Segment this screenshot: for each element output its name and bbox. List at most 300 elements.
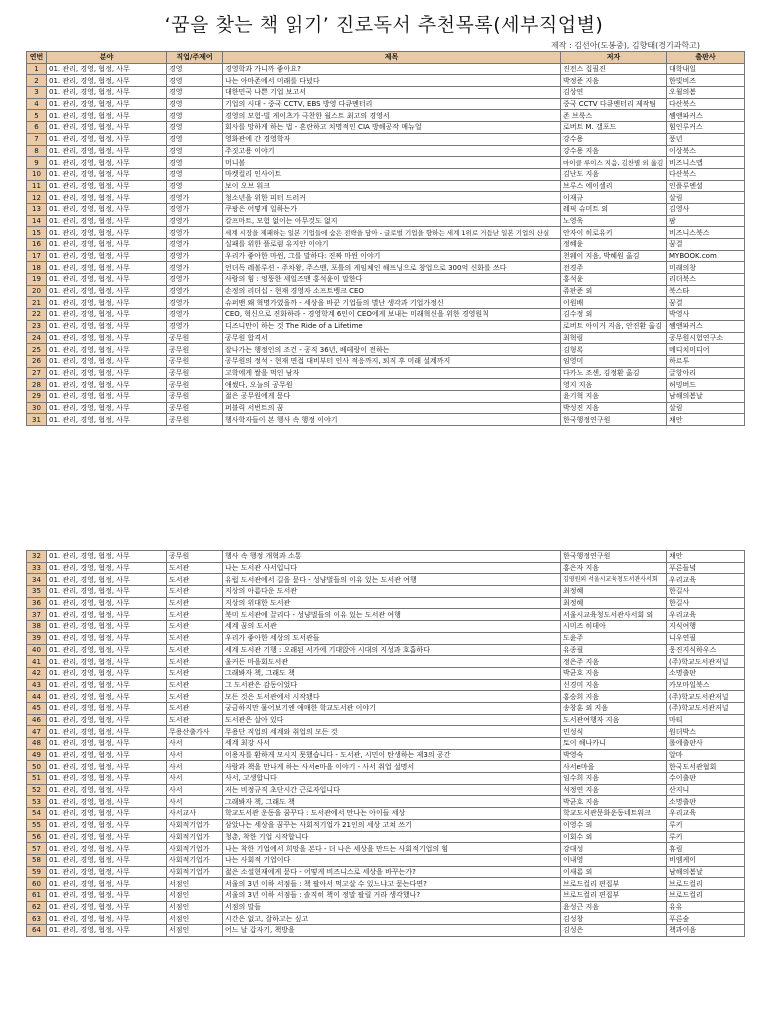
cell-field: 01. 관리, 경영, 협정, 사무	[47, 309, 167, 321]
cell-field: 01. 관리, 경영, 협정, 사무	[47, 367, 167, 379]
cell-job: 도서관	[167, 586, 223, 598]
table-row	[27, 192, 745, 204]
cell-author: 한국행정연구원	[561, 551, 667, 563]
cell-job: 사서	[167, 796, 223, 808]
cell-author: 윤성근 지음	[561, 901, 667, 913]
cell-field: 01. 관리, 경영, 협정, 사무	[47, 761, 167, 773]
table-row	[27, 586, 745, 598]
cell-field: 01. 관리, 경영, 협정, 사무	[47, 192, 167, 204]
cell-job: 도서관	[167, 714, 223, 726]
cell-job: 경영	[167, 133, 223, 145]
cell-publisher: 브로드컬리	[667, 878, 745, 890]
cell-title: 사서, 고생합니다	[223, 773, 561, 785]
cell-job: 공무원	[167, 344, 223, 356]
cell-no: 31	[27, 414, 47, 426]
table-row	[27, 749, 745, 761]
cell-field: 01. 관리, 경영, 협정, 사무	[47, 854, 167, 866]
cell-no: 27	[27, 367, 47, 379]
cell-job: 사서교사	[167, 808, 223, 820]
cell-publisher: 롤에출판사	[667, 738, 745, 750]
cell-author: 김성은	[561, 925, 667, 937]
cell-author: 다카노 조센, 김정환 옮김	[561, 367, 667, 379]
cell-job: 경영	[167, 63, 223, 75]
cell-publisher: 미래의창	[667, 262, 745, 274]
cell-author: 신경미 지음	[561, 679, 667, 691]
cell-field: 01. 관리, 경영, 협정, 사무	[47, 702, 167, 714]
cell-no: 52	[27, 784, 47, 796]
cell-job: 경영	[167, 168, 223, 180]
cell-no: 34	[27, 574, 47, 586]
table-row	[27, 819, 745, 831]
cell-author: 브루스 에이셀리	[561, 180, 667, 192]
cell-no: 45	[27, 702, 47, 714]
cell-title: 쿠팡은 어떻게 일하는가	[223, 203, 561, 215]
cell-author: 이회수 외	[561, 831, 667, 843]
cell-author: 윤기혁 지음	[561, 390, 667, 402]
cell-no: 11	[27, 180, 47, 192]
cell-author: 천웨이 지음, 박혜원 옮김	[561, 250, 667, 262]
cell-publisher: 한국도서관협회	[667, 761, 745, 773]
cell-job: 공무원	[167, 402, 223, 414]
cell-field: 01. 관리, 경영, 협정, 사무	[47, 773, 167, 785]
cell-author: 정은주 지음	[561, 656, 667, 668]
cell-author: 도서관여행자 지음	[561, 714, 667, 726]
cell-no: 18	[27, 262, 47, 274]
cell-job: 사회적기업가	[167, 819, 223, 831]
cell-publisher: 꿈결	[667, 239, 745, 251]
cell-no: 12	[27, 192, 47, 204]
cell-author: 이내영	[561, 854, 667, 866]
table-row	[27, 843, 745, 855]
cell-field: 01. 관리, 경영, 협정, 사무	[47, 414, 167, 426]
cell-job: 경영	[167, 180, 223, 192]
table-row	[27, 122, 745, 134]
table-row	[27, 274, 745, 286]
cell-title: 손정의 리더십 - 현재 경영자 소프트뱅크 CEO	[223, 285, 561, 297]
book-list-table-1	[26, 51, 745, 426]
cell-field: 01. 관리, 경영, 협정, 사무	[47, 621, 167, 633]
table-row	[27, 726, 745, 738]
table-row	[27, 796, 745, 808]
cell-field: 01. 관리, 경영, 협정, 사무	[47, 597, 167, 609]
cell-field: 01. 관리, 경영, 협정, 사무	[47, 274, 167, 286]
cell-field: 01. 관리, 경영, 협정, 사무	[47, 262, 167, 274]
cell-title: 기업의 시대 - 중국 CCTV, EBS 방영 다큐멘터리	[223, 98, 561, 110]
table-row	[27, 402, 745, 414]
table-row	[27, 761, 745, 773]
cell-author: 유종필	[561, 644, 667, 656]
cell-author: 박정준 지음	[561, 75, 667, 87]
cell-publisher: 푸른숲	[667, 913, 745, 925]
cell-field: 01. 관리, 경영, 협정, 사무	[47, 632, 167, 644]
cell-publisher: 휴림	[667, 843, 745, 855]
table-row	[27, 551, 745, 563]
table-row	[27, 679, 745, 691]
cell-author: 김성창	[561, 913, 667, 925]
cell-publisher: 힘인루커스	[667, 122, 745, 134]
cell-title: 나는 사회적 기업이다	[223, 854, 561, 866]
cell-no: 37	[27, 609, 47, 621]
table-row	[27, 889, 745, 901]
cell-title: 세계 시장을 제패하는 일본 기업들에 숨은 전략을 담아 - 글로벌 기업을 향하는 세계 1위로 거듭난 일본 기업의 산실	[223, 227, 561, 239]
cell-field: 01. 관리, 경영, 협정, 사무	[47, 925, 167, 937]
cell-title: 서울의 3년 이하 서점들 : 책 팔아서 먹고살 수 있느냐고 묻는다면?	[223, 878, 561, 890]
cell-publisher: 알마	[667, 749, 745, 761]
header-publisher: 출판사	[667, 52, 745, 64]
cell-author: 사서e마을	[561, 761, 667, 773]
cell-author: 최정혜	[561, 586, 667, 598]
cell-author: 영지 지음	[561, 379, 667, 391]
table-row	[27, 901, 745, 913]
cell-field: 01. 관리, 경영, 협정, 사무	[47, 808, 167, 820]
table-row	[27, 866, 745, 878]
cell-publisher: 한빛비즈	[667, 75, 745, 87]
cell-no: 26	[27, 355, 47, 367]
cell-field: 01. 관리, 경영, 협정, 사무	[47, 878, 167, 890]
cell-publisher: 살림	[667, 402, 745, 414]
cell-author: 노영욱	[561, 215, 667, 227]
table-row	[27, 878, 745, 890]
cell-field: 01. 관리, 경영, 협정, 사무	[47, 819, 167, 831]
cell-no: 55	[27, 819, 47, 831]
cell-publisher: 원더박스	[667, 726, 745, 738]
cell-no: 9	[27, 157, 47, 169]
cell-job: 경영가	[167, 239, 223, 251]
cell-publisher: 비즈니스북스	[667, 227, 745, 239]
cell-author: 민성식	[561, 726, 667, 738]
cell-job: 도서관	[167, 621, 223, 633]
cell-field: 01. 관리, 경영, 협정, 사무	[47, 913, 167, 925]
cell-author: 진전스 집필진	[561, 63, 667, 75]
cell-title: 머니볼	[223, 157, 561, 169]
cell-job: 경영가	[167, 285, 223, 297]
header-field: 분야	[47, 52, 167, 64]
cell-title: 실패를 위한 플로럼 유지안 이야기	[223, 239, 561, 251]
table-row	[27, 714, 745, 726]
cell-no: 6	[27, 122, 47, 134]
cell-field: 01. 관리, 경영, 협정, 사무	[47, 168, 167, 180]
cell-field: 01. 관리, 경영, 협정, 사무	[47, 344, 167, 356]
cell-author: 마이클 루이스 지음, 김찬별 외 옮김	[561, 157, 667, 169]
cell-title: 나는 도서관 사서입니다	[223, 562, 561, 574]
cell-title: 애썼다, 오늘의 공무원	[223, 379, 561, 391]
table-row	[27, 414, 745, 426]
table-row	[27, 145, 745, 157]
cell-publisher: 소명출판	[667, 796, 745, 808]
cell-job: 경영가	[167, 203, 223, 215]
cell-publisher: 풍년	[667, 133, 745, 145]
cell-publisher: 팜	[667, 215, 745, 227]
table-row	[27, 63, 745, 75]
cell-title: CEO, 혁신으로 진화하라 - 경영학계 6인이 CEO에게 보내는 미래혁신을 위한 경영원칙	[223, 309, 561, 321]
cell-field: 01. 관리, 경영, 협정, 사무	[47, 726, 167, 738]
cell-publisher: 공무원시험연구소	[667, 332, 745, 344]
cell-no: 16	[27, 239, 47, 251]
table-row	[27, 574, 745, 586]
table-row	[27, 215, 745, 227]
table-row	[27, 379, 745, 391]
cell-publisher: 리더북스	[667, 274, 745, 286]
cell-field: 01. 관리, 경영, 협정, 사무	[47, 75, 167, 87]
cell-field: 01. 관리, 경영, 협정, 사무	[47, 145, 167, 157]
cell-author: 최혁림	[561, 332, 667, 344]
cell-publisher: 다산북스	[667, 98, 745, 110]
cell-title: 언더독 레볼루션 - 주차왕, 주스맨, 포틀의 게임체인 해프닝으로 창업으로 300억 신화를 쓰다	[223, 262, 561, 274]
table-row	[27, 784, 745, 796]
cell-publisher: (주)학교도서관저널	[667, 691, 745, 703]
cell-job: 경영가	[167, 320, 223, 332]
cell-no: 2	[27, 75, 47, 87]
cell-author: 김수정 외	[561, 309, 667, 321]
cell-no: 29	[27, 390, 47, 402]
cell-title: 젊은 소셜현재에게 묻다 - 어떻게 비즈니스로 세상을 바꾸는가?	[223, 866, 561, 878]
cell-no: 32	[27, 551, 47, 563]
cell-publisher: 오월의봄	[667, 87, 745, 99]
cell-field: 01. 관리, 경영, 협정, 사무	[47, 644, 167, 656]
cell-field: 01. 관리, 경영, 협정, 사무	[47, 609, 167, 621]
cell-job: 사서	[167, 773, 223, 785]
cell-author: 강수용	[561, 133, 667, 145]
cell-no: 21	[27, 297, 47, 309]
table-row	[27, 831, 745, 843]
cell-job: 서점인	[167, 889, 223, 901]
cell-no: 53	[27, 796, 47, 808]
cell-job: 경영가	[167, 297, 223, 309]
cell-no: 56	[27, 831, 47, 843]
cell-title: 사람과 책을 만나게 하는 사서e마을 이야기 - 사서 취업 설명서	[223, 761, 561, 773]
cell-author: 박균호 지음	[561, 796, 667, 808]
cell-no: 14	[27, 215, 47, 227]
table-row	[27, 632, 745, 644]
cell-publisher: 책과이음	[667, 925, 745, 937]
cell-publisher: 쌤앤파커스	[667, 320, 745, 332]
cell-job: 사서	[167, 738, 223, 750]
cell-field: 01. 관리, 경영, 협정, 사무	[47, 87, 167, 99]
cell-title: 북미 도서관에 끌리다 - 성냥벌들의 이유 있는 도서관 여행	[223, 609, 561, 621]
cell-job: 공무원	[167, 414, 223, 426]
cell-job: 서점인	[167, 913, 223, 925]
book-list-table-2	[26, 550, 745, 937]
cell-field: 01. 관리, 경영, 협정, 사무	[47, 297, 167, 309]
cell-publisher: 푸른들녘	[667, 562, 745, 574]
cell-job: 경영가	[167, 262, 223, 274]
cell-field: 01. 관리, 경영, 협정, 사무	[47, 98, 167, 110]
cell-no: 24	[27, 332, 47, 344]
cell-no: 60	[27, 878, 47, 890]
table-row	[27, 562, 745, 574]
cell-publisher: 꿈결	[667, 297, 745, 309]
cell-job: 공무원	[167, 390, 223, 402]
cell-author: 한국행정연구원	[561, 414, 667, 426]
cell-publisher: 이상북스	[667, 145, 745, 157]
table-row	[27, 702, 745, 714]
cell-job: 공무원	[167, 332, 223, 344]
cell-no: 44	[27, 691, 47, 703]
cell-job: 경영가	[167, 192, 223, 204]
cell-job: 도서관	[167, 702, 223, 714]
cell-job: 무용산출가사	[167, 726, 223, 738]
cell-field: 01. 관리, 경영, 협정, 사무	[47, 738, 167, 750]
cell-field: 01. 관리, 경영, 협정, 사무	[47, 355, 167, 367]
cell-author: 김영원외 서울시교육청도서관사서회	[561, 574, 667, 586]
table-row	[27, 262, 745, 274]
cell-field: 01. 관리, 경영, 협정, 사무	[47, 239, 167, 251]
cell-publisher: 한길사	[667, 597, 745, 609]
cell-publisher: 웅진지식하우스	[667, 644, 745, 656]
cell-title: 디즈니만이 하는 것 The Ride of a Lifetime	[223, 320, 561, 332]
cell-publisher: 쌤앤파커스	[667, 110, 745, 122]
cell-no: 46	[27, 714, 47, 726]
cell-publisher: 지식여행	[667, 621, 745, 633]
table-row	[27, 808, 745, 820]
cell-title: 우리가 좋아한 마윈, 그를 말하다: 진짜 마윈 이야기	[223, 250, 561, 262]
cell-title: 삼았나는 세상을 꿈꾸는 사회적기업가 21인의 세상 고쳐 쓰기	[223, 819, 561, 831]
cell-no: 36	[27, 597, 47, 609]
cell-publisher: 니우연필	[667, 632, 745, 644]
table-row	[27, 110, 745, 122]
table-row	[27, 98, 745, 110]
cell-no: 13	[27, 203, 47, 215]
cell-job: 도서관	[167, 667, 223, 679]
table-row	[27, 621, 745, 633]
cell-no: 28	[27, 379, 47, 391]
cell-no: 33	[27, 562, 47, 574]
table-row	[27, 250, 745, 262]
cell-no: 49	[27, 749, 47, 761]
table-row	[27, 168, 745, 180]
cell-field: 01. 관리, 경영, 협정, 사무	[47, 285, 167, 297]
cell-job: 사서	[167, 749, 223, 761]
cell-no: 17	[27, 250, 47, 262]
table-row	[27, 133, 745, 145]
table-row	[27, 87, 745, 99]
cell-title: 지상의 아름다운 도서관	[223, 586, 561, 598]
cell-author: 전경주	[561, 262, 667, 274]
table-row	[27, 239, 745, 251]
cell-job: 경영	[167, 75, 223, 87]
cell-no: 43	[27, 679, 47, 691]
cell-job: 경영	[167, 87, 223, 99]
cell-job: 도서관	[167, 632, 223, 644]
cell-no: 62	[27, 901, 47, 913]
cell-author: 레픽 슈미트 외	[561, 203, 667, 215]
cell-author: 이재규	[561, 192, 667, 204]
cell-publisher: 카모마일북스	[667, 679, 745, 691]
table-row	[27, 297, 745, 309]
cell-job: 경영가	[167, 309, 223, 321]
cell-field: 01. 관리, 경영, 협정, 사무	[47, 714, 167, 726]
cell-field: 01. 관리, 경영, 협정, 사무	[47, 551, 167, 563]
cell-publisher: 다산북스	[667, 168, 745, 180]
cell-title: 경영학과 가니까 좋아요?	[223, 63, 561, 75]
cell-publisher: 대학내일	[667, 63, 745, 75]
cell-field: 01. 관리, 경영, 협정, 사무	[47, 157, 167, 169]
cell-title: 행사학자들이 본 행사 속 행정 이야기	[223, 414, 561, 426]
cell-author: 존 브룩스	[561, 110, 667, 122]
cell-author: 이원배	[561, 297, 667, 309]
cell-field: 01. 관리, 경영, 협정, 사무	[47, 562, 167, 574]
cell-title: 울커든 마을회도서관	[223, 656, 561, 668]
cell-job: 도서관	[167, 644, 223, 656]
cell-no: 41	[27, 656, 47, 668]
cell-author: 석정연 지음	[561, 784, 667, 796]
header-no: 연번	[27, 52, 47, 64]
cell-no: 48	[27, 738, 47, 750]
cell-field: 01. 관리, 경영, 협정, 사무	[47, 784, 167, 796]
cell-no: 23	[27, 320, 47, 332]
cell-job: 도서관	[167, 609, 223, 621]
cell-field: 01. 관리, 경영, 협정, 사무	[47, 332, 167, 344]
cell-job: 경영	[167, 122, 223, 134]
cell-no: 59	[27, 866, 47, 878]
cell-no: 58	[27, 854, 47, 866]
table-row	[27, 390, 745, 402]
cell-field: 01. 관리, 경영, 협정, 사무	[47, 227, 167, 239]
cell-no: 39	[27, 632, 47, 644]
cell-title: 청춘, 착한 기업 시작합니다	[223, 831, 561, 843]
cell-no: 30	[27, 402, 47, 414]
cell-title: 세계 도서관 기행 : 오래된 서가에 기대앉아 시대의 지성과 호흡하다	[223, 644, 561, 656]
table-row	[27, 285, 745, 297]
cell-author: 임수희 지음	[561, 773, 667, 785]
table-row	[27, 667, 745, 679]
cell-title: 사람의 힘 : 엉뚱한 세일즈맨 홍석윤이 말한다	[223, 274, 561, 286]
cell-no: 54	[27, 808, 47, 820]
table-row	[27, 157, 745, 169]
cell-publisher: 김영사	[667, 203, 745, 215]
cell-title: 보이 오브 워크	[223, 180, 561, 192]
cell-title: 모든 것은 도서관에서 시작됐다	[223, 691, 561, 703]
cell-job: 사회적기업가	[167, 831, 223, 843]
cell-job: 경영가	[167, 250, 223, 262]
cell-author: 쥬판준 외	[561, 285, 667, 297]
cell-job: 경영가	[167, 274, 223, 286]
cell-job: 경영가	[167, 227, 223, 239]
cell-title: 경영의 모험-빌 게이츠가 극찬한 월스트 최고의 경영서	[223, 110, 561, 122]
cell-publisher: 남해의봄날	[667, 866, 745, 878]
cell-title: 그래봐자 책, 그래도 책	[223, 796, 561, 808]
cell-title: 공무원의 정석 - 현재 면접 대비부터 인사 적응까지, 퇴직 후 미래 설계까지	[223, 355, 561, 367]
cell-author: 홍석윤	[561, 274, 667, 286]
table-row	[27, 738, 745, 750]
cell-field: 01. 관리, 경영, 협정, 사무	[47, 320, 167, 332]
table-row	[27, 913, 745, 925]
cell-publisher: 비엠케이	[667, 854, 745, 866]
cell-publisher: 하르투	[667, 355, 745, 367]
cell-publisher: 우리교육	[667, 574, 745, 586]
credit-line: 제작 : 김선아(도봉중), 김향태(경기과학고)	[551, 41, 700, 50]
cell-no: 7	[27, 133, 47, 145]
cell-author: 학교도서관문화운동네트워크	[561, 808, 667, 820]
cell-no: 42	[27, 667, 47, 679]
cell-field: 01. 관리, 경영, 협정, 사무	[47, 250, 167, 262]
cell-field: 01. 관리, 경영, 협정, 사무	[47, 831, 167, 843]
cell-job: 경영	[167, 98, 223, 110]
table-row	[27, 644, 745, 656]
cell-field: 01. 관리, 경영, 협정, 사무	[47, 586, 167, 598]
cell-title: 행사 속 행정 개혁과 소통	[223, 551, 561, 563]
table-row	[27, 320, 745, 332]
cell-publisher: 우리교육	[667, 808, 745, 820]
cell-field: 01. 관리, 경영, 협정, 사무	[47, 889, 167, 901]
cell-publisher: 허밍버드	[667, 379, 745, 391]
header-job: 직업/주제어	[167, 52, 223, 64]
cell-title: 시간은 없고, 잘하고는 싶고	[223, 913, 561, 925]
table-row	[27, 691, 745, 703]
cell-field: 01. 관리, 경영, 협정, 사무	[47, 843, 167, 855]
cell-publisher: 루키	[667, 819, 745, 831]
cell-job: 도서관	[167, 574, 223, 586]
